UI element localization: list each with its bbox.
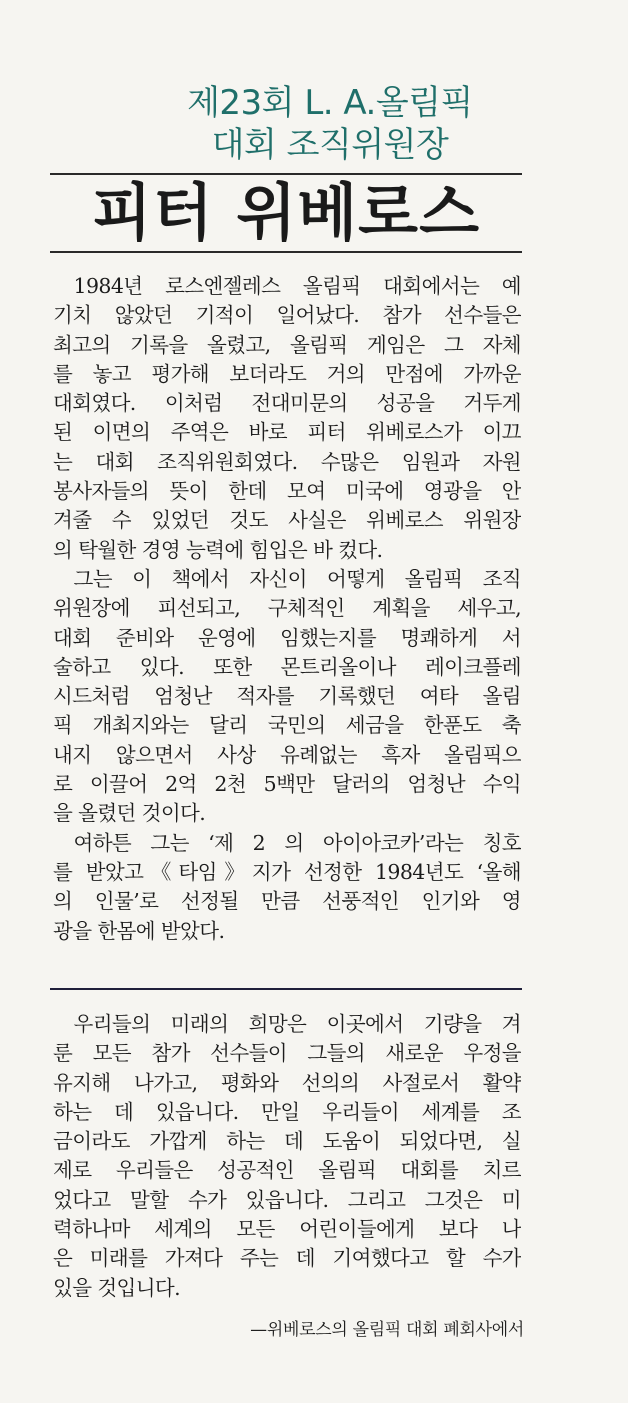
section-divider bbox=[50, 988, 522, 990]
body-line: 는 대회 조직위원회였다. 수많은 임원과 자원 bbox=[53, 449, 521, 474]
body-line: 대회 준비와 운영에 임했는지를 명쾌하게 서 bbox=[53, 625, 521, 650]
body-line: 을 올렸던 것이다. bbox=[53, 801, 206, 826]
subtitle-line-1: 제23회 L. A.올림픽 bbox=[187, 83, 473, 123]
body-line: 대회였다. 이처럼 전대미문의 성공을 거두게 bbox=[53, 391, 521, 416]
closing-quote bbox=[53, 1010, 521, 1303]
quote-line: 금이라도 가깝게 하는 데 도움이 되었다면, 실 bbox=[53, 1129, 521, 1154]
body-line: 된 이면의 주역은 바로 피터 위베로스가 이끄 bbox=[53, 420, 521, 445]
quote-line: 유지해 나가고, 평화와 선의의 사절로서 활약 bbox=[53, 1070, 521, 1095]
body-line: 광을 한몸에 받았다. bbox=[53, 918, 225, 943]
body-line: 의 탁월한 경영 능력에 힘입은 바 컸다. bbox=[53, 537, 383, 562]
header bbox=[0, 82, 628, 166]
quote-line: 우리들의 미래의 희망은 이곳에서 기량을 겨 bbox=[73, 1012, 521, 1036]
subtitle-line-2: 대회 조직위원장 bbox=[211, 125, 449, 165]
body-line: 를 놓고 평가해 보더라도 거의 만점에 가까운 bbox=[53, 361, 521, 386]
quote-attribution: —위베로스의 올림픽 대회 폐회사에서 bbox=[250, 1320, 524, 1340]
body-line: 의 인물’로 선정될 만큼 선풍적인 인기와 영 bbox=[53, 889, 521, 914]
page-title: 피터 위베로스 bbox=[92, 176, 480, 249]
body-line: 술하고 있다. 또한 몬트리올이나 레이크플레 bbox=[53, 654, 521, 679]
quote-line: 었다고 말할 수가 있읍니다. 그리고 그것은 미 bbox=[53, 1187, 521, 1212]
body-line: 1984년 로스엔젤레스 올림픽 대회에서는 예 bbox=[73, 274, 521, 298]
quote-line: 하는 데 있읍니다. 만일 우리들이 세계를 조 bbox=[53, 1099, 521, 1124]
top-rule bbox=[50, 173, 522, 175]
body-line: 여하튼 그는 ‘제 2 의 아이아코카’라는 칭호 bbox=[73, 830, 521, 855]
body-line: 위원장에 피선되고, 구체적인 계획을 세우고, bbox=[53, 596, 521, 621]
body-paragraphs bbox=[53, 272, 521, 946]
body-line: 최고의 기록을 올렸고, 올림픽 게임은 그 자체 bbox=[53, 332, 521, 357]
quote-line: 제로 우리들은 성공적인 올림픽 대회를 치르 bbox=[53, 1158, 521, 1183]
body-line: 를 받았고《타임》지가 선정한 1984년도 ‘올해 bbox=[53, 859, 521, 884]
body-line: 기치 않았던 기적이 일어났다. 참가 선수들은 bbox=[53, 303, 521, 328]
body-line: 로 이끌어 2억 2천 5백만 달러의 엄청난 수익 bbox=[53, 772, 521, 797]
body-line: 시드처럼 엄청난 적자를 기록했던 여타 올림 bbox=[53, 684, 521, 709]
quote-line: 력하나마 세계의 모든 어린이들에게 보다 나 bbox=[53, 1217, 521, 1242]
quote-line: 룬 모든 참가 선수들이 그들의 새로운 우정을 bbox=[53, 1041, 521, 1066]
quote-line: 은 미래를 가져다 주는 데 기여했다고 할 수가 bbox=[53, 1246, 521, 1271]
body-line: 픽 개최지와는 달리 국민의 세금을 한푼도 축 bbox=[53, 713, 521, 738]
body-line: 겨줄 수 있었던 것도 사실은 위베로스 위원장 bbox=[53, 508, 521, 533]
title-rule bbox=[50, 251, 522, 253]
body-line: 그는 이 책에서 자신이 어떻게 올림픽 조직 bbox=[73, 566, 521, 591]
body-line: 내지 않으면서 사상 유례없는 흑자 올림픽으 bbox=[53, 742, 521, 767]
quote-line: 있을 것입니다. bbox=[53, 1275, 181, 1300]
body-line: 봉사자들의 뜻이 한데 모여 미국에 영광을 안 bbox=[53, 479, 521, 504]
